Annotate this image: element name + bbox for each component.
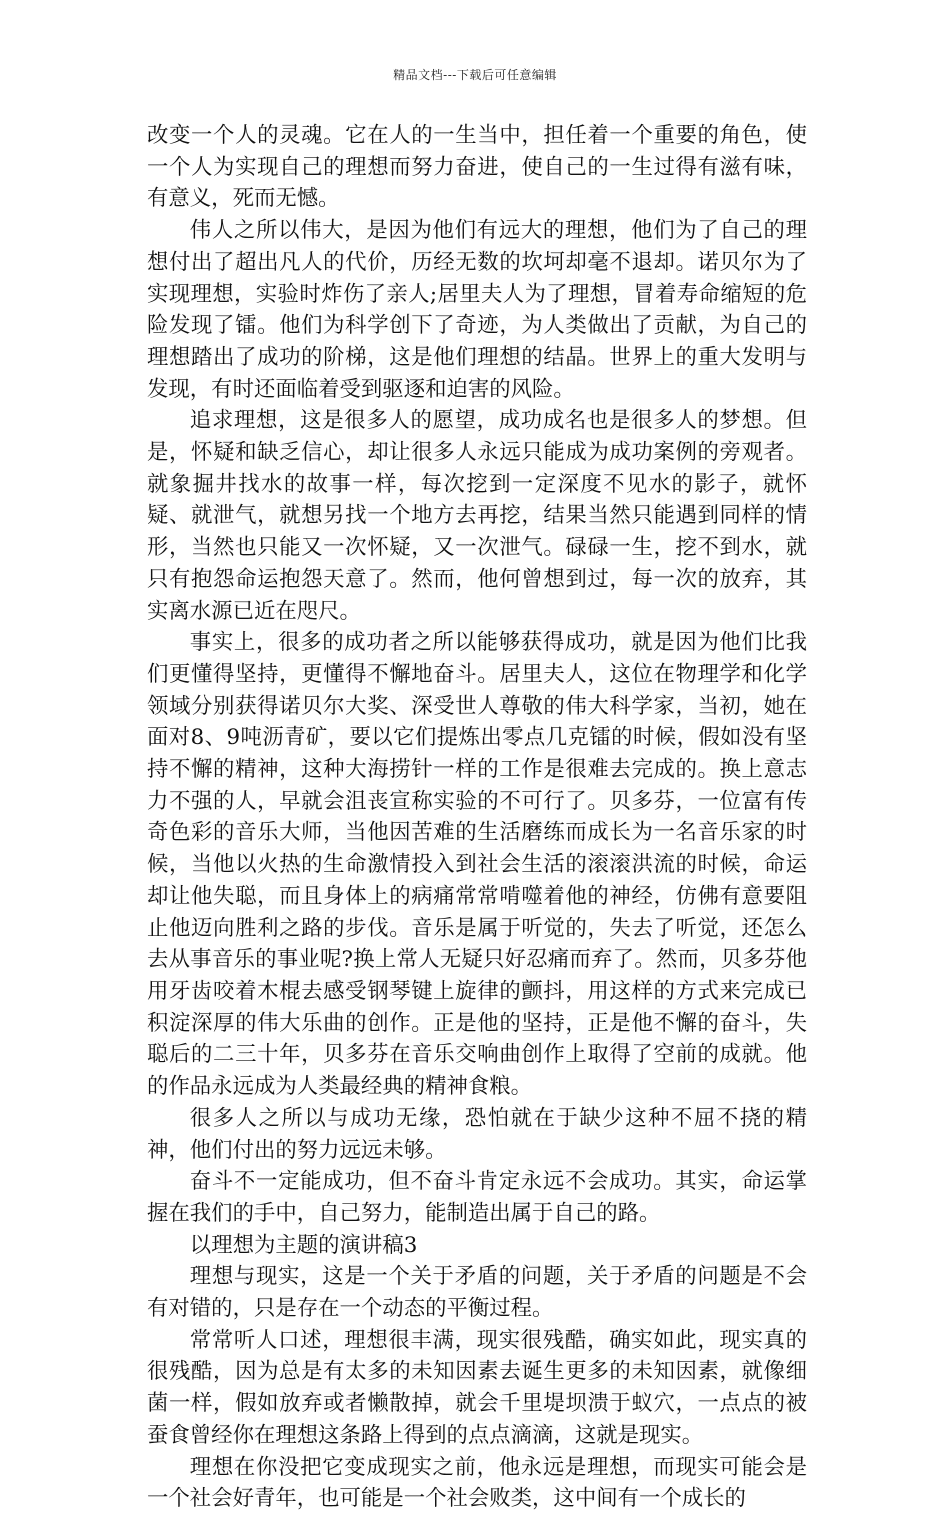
- paragraph: 事实上，很多的成功者之所以能够获得成功，就是因为他们比我们更懂得坚持，更懂得不懈地奋斗。居里夫人，这位在物理学和化学领域分别获得诺贝尔大奖、深受世人尊敬的伟大科学家，当初，她在面对8、9吨沥青矿，要以它们提炼出零点几克镭的时候，假如没有坚持不懈的精神，这种大海捞针一样的工作是很难去完成的。换上意志力不强的人，早就会沮丧宣称实验的不可行了。贝多芬，一位富有传奇色彩的音乐大师，当他因苦难的生活磨练而成长为一名音乐家的时候，当他以火热的生命激情投入到社会生活的滚滚洪流的时候，命运却让他失聪，而且身体上的病痛常常啃噬着他的神经，仿佛有意要阻止他迈向胜利之路的步伐。音乐是属于听觉的，失去了听觉，还怎么去从事音乐的事业呢?换上常人无疑只好忍痛而弃了。然而，贝多芬他用牙齿咬着木棍去感受钢琴键上旋律的颤抖，用这样的方式来完成已积淀深厚的伟大乐曲的创作。正是他的坚持，正是他不懈的奋斗，失聪后的二三十年，贝多芬在音乐交响曲创作上取得了空前的成就。他的作品永远成为人类最经典的精神食粮。: [147, 630, 807, 1100]
- paragraph: 奋斗不一定能成功，但不奋斗肯定永远不会成功。其实，命运掌握在我们的手中，自己努力，能制造出属于自己的路。: [147, 1169, 807, 1226]
- document-body: [147, 120, 807, 1515]
- paragraph: 理想在你没把它变成现实之前，他永远是理想，而现实可能会是一个社会好青年，也可能是一个社会败类，这中间有一个成长的: [147, 1454, 807, 1512]
- paragraph: 理想与现实，这是一个关于矛盾的问题，关于矛盾的问题是不会有对错的，只是存在一个动态的平衡过程。: [147, 1264, 807, 1322]
- paragraph: 伟人之所以伟大，是因为他们有远大的理想，他们为了自己的理想付出了超出凡人的代价，历经无数的坎坷却毫不退却。诺贝尔为了实现理想，实验时炸伤了亲人;居里夫人为了理想，冒着寿命缩短的危险发现了镭。他们为科学创下了奇迹，为人类做出了贡献，为自己的理想踏出了成功的阶梯，这是他们理想的结晶。世界上的重大发明与发现，有时还面临着受到驱逐和迫害的风险。: [147, 218, 807, 402]
- paragraph: 常常听人口述，理想很丰满，现实很残酷，确实如此，现实真的很残酷，因为总是有太多的未知因素去诞生更多的未知因素，就像细菌一样，假如放弃或者懒散掉，就会千里堤坝溃于蚁穴，一点点的被蚕食曾经你在理想这条路上得到的点点滴滴，这就是现实。: [147, 1327, 807, 1448]
- paragraph: 追求理想，这是很多人的愿望，成功成名也是很多人的梦想。但是，怀疑和缺乏信心，却让很多人永远只能成为成功案例的旁观者。就象掘井找水的故事一样，每次挖到一定深度不见水的影子，就怀疑、就泄气，就想另找一个地方去再挖，结果当然只能遇到同样的情形，当然也只能又一次怀疑，又一次泄气。碌碌一生，挖不到水，就只有抱怨命运抱怨天意了。然而，他何曾想到过，每一次的放弃，其实离水源已近在咫尺。: [147, 408, 807, 624]
- page-header: 精品文档---下载后可任意编辑: [393, 68, 557, 82]
- paragraph-continued: 改变一个人的灵魂。它在人的一生当中，担任着一个重要的角色，使一个人为实现自己的理想而努力奋进，使自己的一生过得有滋有味，有意义，死而无憾。: [147, 123, 807, 212]
- section-heading: 以理想为主题的演讲稿3: [189, 1232, 418, 1258]
- paragraph: 很多人之所以与成功无缘，恐怕就在于缺少这种不屈不挠的精神，他们付出的努力远远未够。: [147, 1105, 807, 1163]
